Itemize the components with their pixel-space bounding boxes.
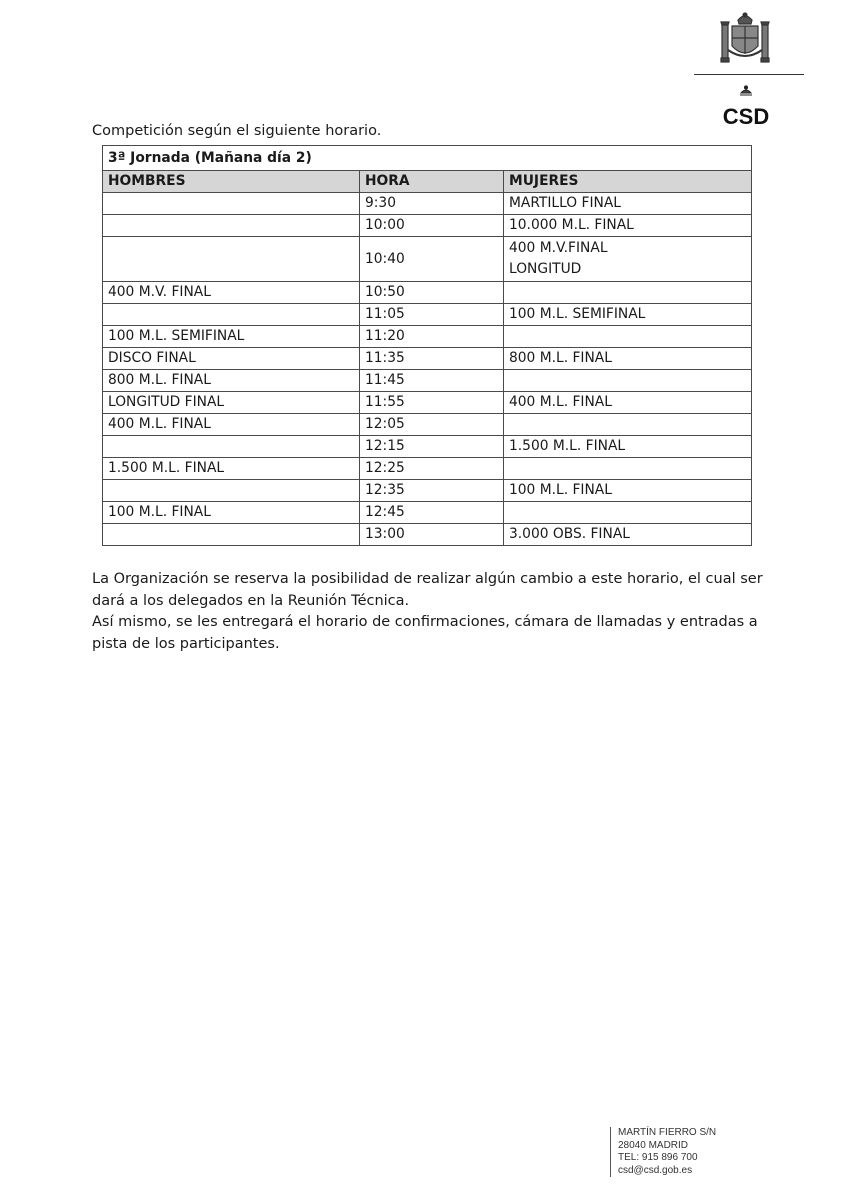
cell-mujeres xyxy=(504,282,752,304)
cell-hombres: 400 M.V. FINAL xyxy=(103,282,360,304)
cell-hombres: 100 M.L. SEMIFINAL xyxy=(103,326,360,348)
cell-mujeres: 3.000 OBS. FINAL xyxy=(504,524,752,546)
footer-email: csd@csd.gob.es xyxy=(618,1164,693,1176)
intro-text: Competición según el siguiente horario. xyxy=(92,123,382,139)
cell-hombres: 400 M.L. FINAL xyxy=(103,414,360,436)
coat-of-arms-icon xyxy=(718,10,772,68)
notes-paragraph: Así mismo, se les entregará el horario de confirmaciones, cámara de llamadas y entradas a pista de los participantes. xyxy=(92,614,758,652)
cell-mujeres xyxy=(504,370,752,392)
cell-hombres: 100 M.L. FINAL xyxy=(103,502,360,524)
table-row xyxy=(103,436,752,458)
svg-text:CSD: CSD xyxy=(722,104,770,129)
table-row xyxy=(103,193,752,215)
cell-hora: 11:35 xyxy=(360,348,504,370)
cell-hora: 12:15 xyxy=(360,436,504,458)
table-title-row xyxy=(103,146,752,171)
footer-city: 28040 MADRID xyxy=(618,1139,689,1151)
table-row xyxy=(103,502,752,524)
cell-mujeres xyxy=(504,458,752,480)
cell-hora: 11:55 xyxy=(360,392,504,414)
cell-hora: 12:35 xyxy=(360,480,504,502)
footer-street: MARTÍN FIERRO S/N xyxy=(618,1127,717,1138)
cell-hora: 10:40 xyxy=(360,237,504,282)
cell-hombres: 1.500 M.L. FINAL xyxy=(103,458,360,480)
table-row xyxy=(103,458,752,480)
cell-hora: 13:00 xyxy=(360,524,504,546)
cell-mujeres: 100 M.L. SEMIFINAL xyxy=(504,304,752,326)
table-row xyxy=(103,326,752,348)
table-row xyxy=(103,524,752,546)
table-row xyxy=(103,282,752,304)
table-row xyxy=(103,348,752,370)
cell-mujeres-line: 400 M.V.FINAL xyxy=(509,240,608,256)
cell-hombres xyxy=(103,436,360,458)
cell-hombres xyxy=(103,304,360,326)
cell-hora: 9:30 xyxy=(360,193,504,215)
cell-mujeres xyxy=(504,414,752,436)
table-row xyxy=(103,392,752,414)
cell-mujeres xyxy=(504,326,752,348)
cell-hombres xyxy=(103,524,360,546)
column-header-mujeres: MUJERES xyxy=(504,171,752,193)
table-row xyxy=(103,414,752,436)
cell-mujeres-line: LONGITUD xyxy=(509,261,582,277)
cell-hombres xyxy=(103,215,360,237)
cell-mujeres: 10.000 M.L. FINAL xyxy=(504,215,752,237)
cell-hombres xyxy=(103,237,360,282)
header-divider xyxy=(694,74,804,75)
cell-mujeres: 400 M.L. FINAL xyxy=(504,392,752,414)
cell-hora: 10:00 xyxy=(360,215,504,237)
cell-mujeres: 800 M.L. FINAL xyxy=(504,348,752,370)
column-header-hora: HORA xyxy=(360,171,504,193)
footer-address xyxy=(610,1127,716,1177)
table-row xyxy=(103,370,752,392)
cell-hombres: DISCO FINAL xyxy=(103,348,360,370)
cell-hombres: LONGITUD FINAL xyxy=(103,392,360,414)
column-header-hombres: HOMBRES xyxy=(103,171,360,193)
cell-hora: 10:50 xyxy=(360,282,504,304)
table-row xyxy=(103,237,752,282)
table-header-row xyxy=(103,171,752,193)
cell-hombres xyxy=(103,193,360,215)
cell-hora: 12:25 xyxy=(360,458,504,480)
csd-logo xyxy=(722,84,770,130)
cell-mujeres xyxy=(504,502,752,524)
cell-hora: 11:20 xyxy=(360,326,504,348)
footer-phone: TEL: 915 896 700 xyxy=(618,1152,698,1163)
table-row xyxy=(103,304,752,326)
schedule-table xyxy=(102,145,752,546)
table-title: 3ª Jornada (Mañana día 2) xyxy=(103,146,752,171)
cell-hombres xyxy=(103,480,360,502)
cell-hora: 11:05 xyxy=(360,304,504,326)
cell-hora: 12:45 xyxy=(360,502,504,524)
notes xyxy=(92,569,772,655)
cell-mujeres: 1.500 M.L. FINAL xyxy=(504,436,752,458)
cell-hombres: 800 M.L. FINAL xyxy=(103,370,360,392)
cell-mujeres: MARTILLO FINAL xyxy=(504,193,752,215)
table-row xyxy=(103,480,752,502)
notes-paragraph: La Organización se reserva la posibilidad de realizar algún cambio a este horario, el cual ser dará a los delegados en la Reunión Técnica. xyxy=(92,571,763,609)
cell-mujeres: 100 M.L. FINAL xyxy=(504,480,752,502)
cell-mujeres xyxy=(504,237,752,282)
cell-hora: 11:45 xyxy=(360,370,504,392)
table-row xyxy=(103,215,752,237)
cell-hora: 12:05 xyxy=(360,414,504,436)
